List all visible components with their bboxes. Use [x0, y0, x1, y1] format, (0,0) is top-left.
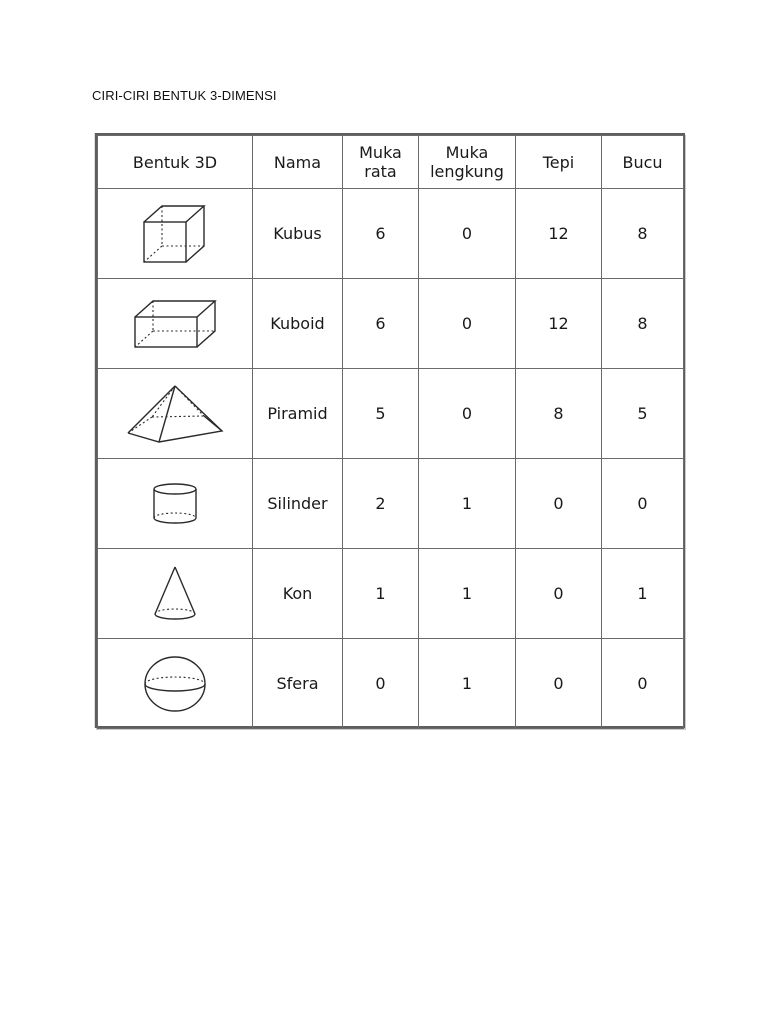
table-row: [98, 459, 684, 549]
header-flat-faces-line-2: rata: [364, 162, 397, 181]
header-flat-faces: [343, 136, 419, 189]
shape-cell: [98, 639, 253, 729]
shape-name: Kuboid: [253, 279, 343, 369]
flat-faces-value: 1: [343, 549, 419, 639]
cube-icon: [140, 202, 210, 266]
table-row: [98, 279, 684, 369]
sphere-icon: [142, 654, 208, 714]
curved-faces-value: 0: [419, 279, 516, 369]
cylinder-icon: [150, 481, 200, 527]
flat-faces-value: 2: [343, 459, 419, 549]
shape-name: Silinder: [253, 459, 343, 549]
curved-faces-value: 0: [419, 189, 516, 279]
vertices-value: 0: [602, 459, 684, 549]
header-curved-faces-line-2: lengkung: [430, 162, 504, 181]
header-flat-faces-line-1: Muka: [359, 143, 402, 162]
edges-value: 0: [516, 639, 602, 729]
vertices-value: 8: [602, 189, 684, 279]
shape-cell: [98, 369, 253, 459]
header-shape: Bentuk 3D: [98, 136, 253, 189]
curved-faces-value: 1: [419, 549, 516, 639]
edges-value: 0: [516, 549, 602, 639]
edges-value: 12: [516, 189, 602, 279]
cone-icon: [151, 564, 199, 624]
table-row: [98, 549, 684, 639]
vertices-value: 8: [602, 279, 684, 369]
table-row: [98, 189, 684, 279]
vertices-value: 0: [602, 639, 684, 729]
header-curved-faces: [419, 136, 516, 189]
shape-cell: [98, 189, 253, 279]
pyramid-icon: [125, 383, 225, 445]
shape-name: Kon: [253, 549, 343, 639]
vertices-value: 5: [602, 369, 684, 459]
table-row: [98, 639, 684, 729]
curved-faces-value: 1: [419, 459, 516, 549]
shape-cell: [98, 279, 253, 369]
shape-name: Piramid: [253, 369, 343, 459]
flat-faces-value: 0: [343, 639, 419, 729]
document-title: CIRI-CIRI BENTUK 3-DIMENSI: [92, 88, 277, 103]
header-name: Nama: [253, 136, 343, 189]
edges-value: 8: [516, 369, 602, 459]
shapes-table-frame: [95, 133, 685, 728]
shape-name: Sfera: [253, 639, 343, 729]
curved-faces-value: 1: [419, 639, 516, 729]
flat-faces-value: 6: [343, 279, 419, 369]
curved-faces-value: 0: [419, 369, 516, 459]
table-row: [98, 369, 684, 459]
flat-faces-value: 6: [343, 189, 419, 279]
cuboid-icon: [132, 297, 218, 351]
edges-value: 12: [516, 279, 602, 369]
header-vertices: Bucu: [602, 136, 684, 189]
shape-cell: [98, 549, 253, 639]
flat-faces-value: 5: [343, 369, 419, 459]
shape-name: Kubus: [253, 189, 343, 279]
shapes-table: [97, 135, 684, 729]
vertices-value: 1: [602, 549, 684, 639]
edges-value: 0: [516, 459, 602, 549]
table-header-row: [98, 136, 684, 189]
header-curved-faces-line-1: Muka: [445, 143, 489, 162]
header-edges: Tepi: [516, 136, 602, 189]
shape-cell: [98, 459, 253, 549]
